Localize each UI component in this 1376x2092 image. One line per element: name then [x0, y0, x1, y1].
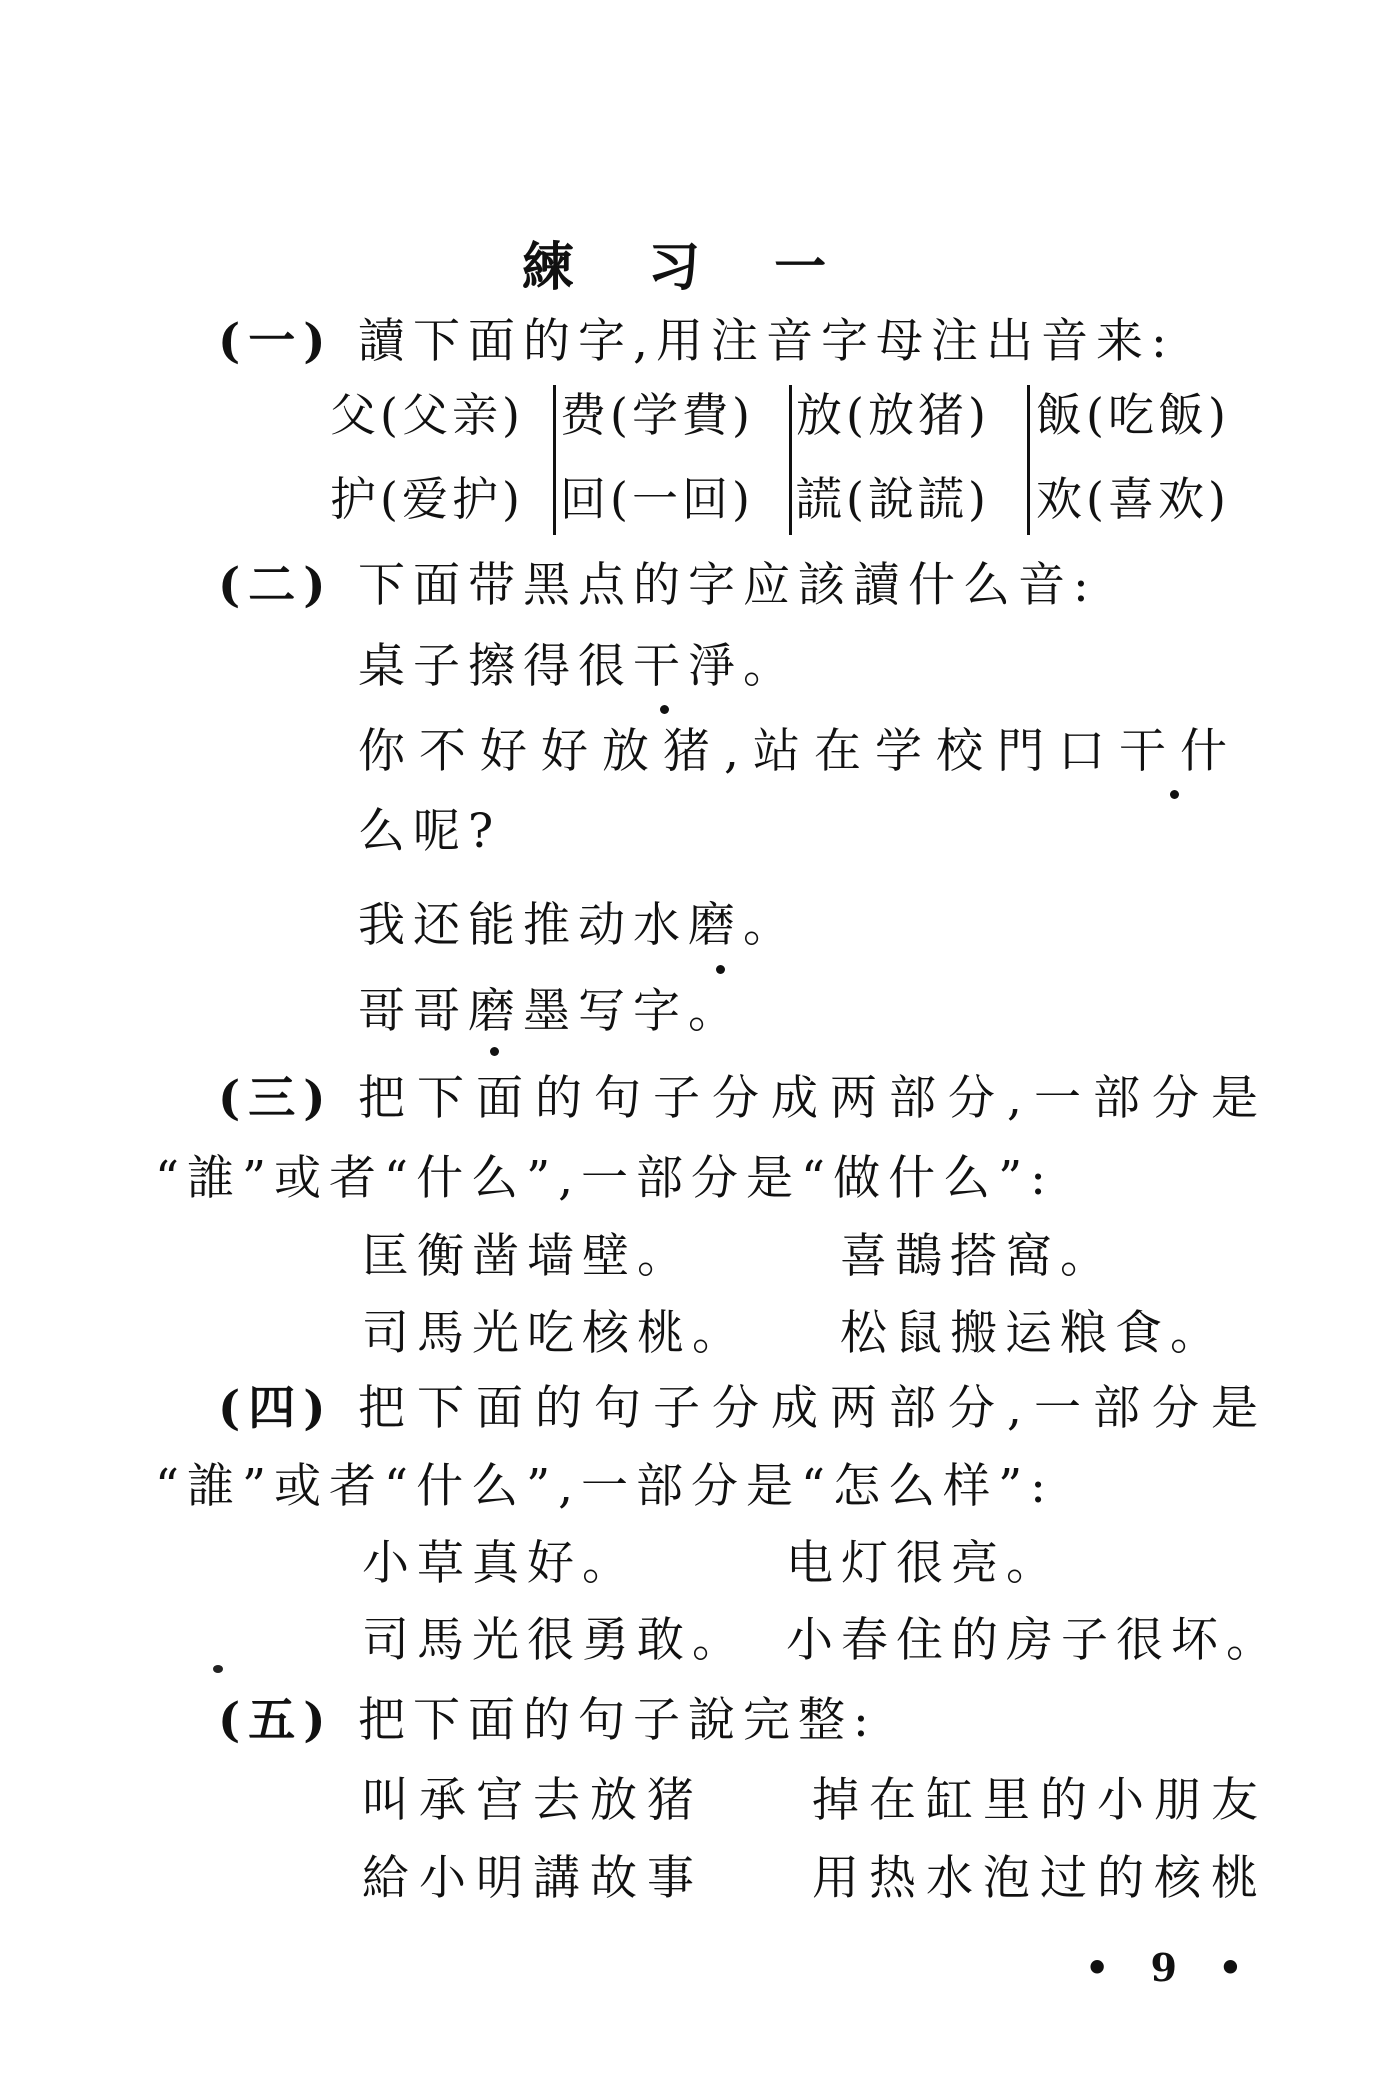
grid-divider: [1027, 385, 1030, 535]
section-3-label: (三): [218, 1071, 334, 1126]
grid-cell: 謊(說謊): [796, 472, 990, 526]
section-3-item: 松鼠搬运粮食。: [840, 1306, 1225, 1361]
section-5-item: 叫承宫去放猪: [362, 1773, 704, 1828]
emphasis-dot: [1170, 790, 1179, 799]
grid-cell: 费(学費): [560, 388, 754, 442]
page-number: • 9 •: [1085, 1945, 1257, 1990]
grid-cell: 父(父亲): [330, 388, 524, 442]
print-speck: [213, 1665, 223, 1673]
section-1-instruction: 讀下面的字,用注音字母注出音来:: [358, 314, 1175, 369]
section-3-item: 匡衡凿墙壁。: [362, 1229, 692, 1284]
section-5-label: (五): [218, 1693, 334, 1748]
section-4-instruction-cont: “誰”或者“什么”,一部分是“怎么样”:: [155, 1459, 1054, 1514]
section-4-item: 小草真好。: [362, 1536, 637, 1591]
section-5-item: 掉在缸里的小朋友: [812, 1773, 1268, 1828]
section-2-line: 桌子擦得很干淨。: [358, 639, 798, 694]
section-2-label: (二): [218, 558, 334, 613]
grid-cell: 护(爱护): [330, 472, 524, 526]
section-2-line: 你不好好放猪,站在学校門口干什: [358, 724, 1241, 779]
section-5-item: 用热水泡过的核桃: [812, 1851, 1268, 1906]
section-1-label: (一): [218, 314, 334, 369]
emphasis-dot: [716, 965, 725, 974]
section-1-grid: [330, 388, 1266, 526]
section-5-instruction: 把下面的句子說完整:: [358, 1693, 877, 1748]
grid-divider: [789, 385, 792, 535]
section-4-item: 电灯很亮。: [786, 1536, 1061, 1591]
section-3-instruction-cont: “誰”或者“什么”,一部分是“做什么”:: [155, 1151, 1054, 1206]
section-2-line: 我还能推动水磨。: [358, 898, 798, 953]
section-4-item: 小春住的房子很坏。: [786, 1613, 1281, 1668]
grid-cell: 放(放猪): [796, 388, 990, 442]
grid-cell: 回(一回): [560, 472, 754, 526]
section-4-item: 司馬光很勇敢。: [362, 1613, 747, 1668]
section-3-item: 司馬光吃核桃。: [362, 1306, 747, 1361]
page-title: 練 习 一: [521, 237, 855, 298]
section-5-item: 給小明講故事: [362, 1851, 704, 1906]
section-4-instruction: 把下面的句子分成两部分,一部分是: [358, 1381, 1270, 1436]
section-3-instruction: 把下面的句子分成两部分,一部分是: [358, 1071, 1270, 1126]
grid-divider: [553, 385, 556, 535]
section-2-line: 么呢?: [358, 804, 502, 859]
emphasis-dot: [490, 1047, 499, 1056]
section-4-label: (四): [218, 1381, 334, 1436]
section-2-instruction: 下面带黑点的字应該讀什么音:: [358, 558, 1097, 613]
grid-cell: 欢(喜欢): [1036, 472, 1230, 526]
emphasis-dot: [660, 705, 669, 714]
section-3-item: 喜鵲搭窩。: [840, 1229, 1115, 1284]
section-2-line: 哥哥磨墨写字。: [358, 984, 743, 1039]
grid-cell: 飯(吃飯): [1036, 388, 1230, 442]
